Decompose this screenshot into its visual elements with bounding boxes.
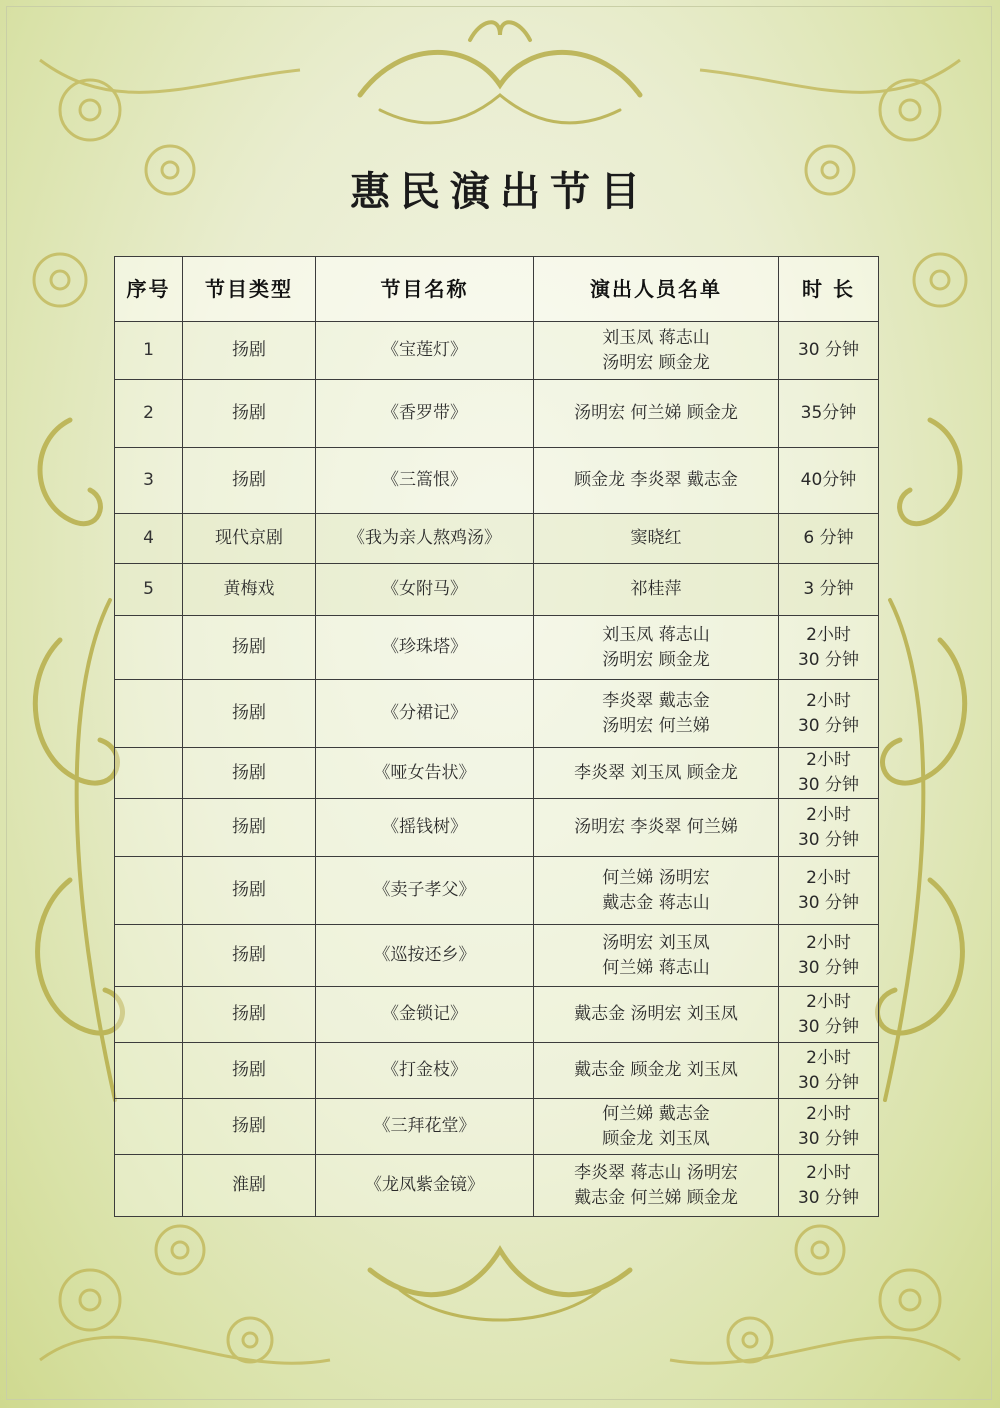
cell-duration — [779, 1099, 879, 1155]
cell-performers — [534, 857, 779, 925]
cell-performers — [534, 1155, 779, 1217]
duration-line: 30 分钟 — [797, 1072, 860, 1093]
cell-type: 扬剧 — [183, 616, 316, 680]
performer-line: 何兰娣 汤明宏 — [602, 867, 710, 888]
duration-line: 2小时 — [806, 991, 851, 1012]
cell-type: 扬剧 — [183, 448, 316, 514]
table-row — [115, 322, 879, 380]
performer-line: 何兰娣 戴志金 — [602, 1103, 710, 1124]
header-duration: 时 长 — [779, 257, 879, 322]
cell-type: 扬剧 — [183, 1099, 316, 1155]
duration-line: 30 分钟 — [797, 1187, 860, 1208]
performer-line: 祁桂萍 — [630, 579, 682, 599]
cell-duration — [779, 680, 879, 748]
cell-index: 1 — [115, 322, 183, 380]
duration-line: 2小时 — [806, 804, 851, 825]
cell-performers — [534, 380, 779, 448]
cell-type: 黄梅戏 — [183, 564, 316, 616]
cell-duration — [779, 1043, 879, 1099]
cell-index: 5 — [115, 564, 183, 616]
cell-name: 《珍珠塔》 — [316, 616, 534, 680]
cell-name: 《金锁记》 — [316, 987, 534, 1043]
cell-index — [115, 925, 183, 987]
cell-name: 《香罗带》 — [316, 380, 534, 448]
duration-line: 30 分钟 — [797, 1128, 860, 1149]
cell-type: 扬剧 — [183, 987, 316, 1043]
duration-line: 30 分钟 — [797, 1016, 860, 1037]
cell-index — [115, 748, 183, 799]
duration-line: 30 分钟 — [797, 649, 860, 670]
cell-type: 扬剧 — [183, 322, 316, 380]
cell-performers — [534, 799, 779, 857]
cell-name: 《宝莲灯》 — [316, 322, 534, 380]
cell-name: 《我为亲人熬鸡汤》 — [316, 514, 534, 564]
cell-type: 扬剧 — [183, 380, 316, 448]
performer-line: 汤明宏 何兰娣 顾金龙 — [574, 403, 738, 423]
table-row — [115, 857, 879, 925]
duration-line: 30 分钟 — [797, 892, 860, 913]
cell-duration — [779, 925, 879, 987]
cell-performers — [534, 925, 779, 987]
cell-name: 《打金枝》 — [316, 1043, 534, 1099]
cell-index — [115, 616, 183, 680]
performer-line: 何兰娣 蒋志山 — [602, 957, 710, 978]
table-row — [115, 987, 879, 1043]
program-table — [114, 256, 879, 1217]
cell-duration — [779, 564, 879, 616]
cell-duration — [779, 987, 879, 1043]
cell-duration — [779, 1155, 879, 1217]
performer-line: 汤明宏 顾金龙 — [602, 352, 710, 373]
cell-type: 扬剧 — [183, 857, 316, 925]
duration-line: 30 分钟 — [797, 829, 860, 850]
cell-name: 《哑女告状》 — [316, 748, 534, 799]
duration-line: 6 分钟 — [803, 528, 854, 548]
table-header-row — [115, 257, 879, 322]
table-row — [115, 514, 879, 564]
performer-line: 李炎翠 戴志金 — [602, 690, 710, 711]
performer-line: 李炎翠 蒋志山 汤明宏 — [574, 1162, 738, 1183]
cell-index — [115, 1099, 183, 1155]
cell-type: 扬剧 — [183, 1043, 316, 1099]
performer-line: 刘玉凤 蒋志山 — [602, 327, 710, 348]
performer-line: 戴志金 顾金龙 刘玉凤 — [574, 1060, 738, 1080]
duration-line: 2小时 — [806, 624, 851, 645]
cell-index — [115, 680, 183, 748]
performer-line: 汤明宏 何兰娣 — [602, 715, 710, 736]
cell-index — [115, 1155, 183, 1217]
table-row — [115, 564, 879, 616]
table-row — [115, 748, 879, 799]
cell-duration — [779, 616, 879, 680]
cell-performers — [534, 1099, 779, 1155]
duration-line: 2小时 — [806, 1047, 851, 1068]
cell-type: 淮剧 — [183, 1155, 316, 1217]
table-row — [115, 1155, 879, 1217]
header-index: 序号 — [115, 257, 183, 322]
header-name: 节目名称 — [316, 257, 534, 322]
table-row — [115, 799, 879, 857]
performer-line: 戴志金 汤明宏 刘玉凤 — [574, 1004, 738, 1024]
cell-index — [115, 1043, 183, 1099]
header-type: 节目类型 — [183, 257, 316, 322]
cell-name: 《巡按还乡》 — [316, 925, 534, 987]
cell-performers — [534, 748, 779, 799]
cell-duration — [779, 380, 879, 448]
cell-name: 《摇钱树》 — [316, 799, 534, 857]
cell-duration — [779, 448, 879, 514]
cell-name: 《三篙恨》 — [316, 448, 534, 514]
performer-line: 戴志金 蒋志山 — [602, 892, 710, 913]
table-row — [115, 616, 879, 680]
cell-type: 扬剧 — [183, 748, 316, 799]
performer-line: 戴志金 何兰娣 顾金龙 — [574, 1187, 738, 1208]
cell-performers — [534, 514, 779, 564]
cell-performers — [534, 1043, 779, 1099]
duration-line: 2小时 — [806, 867, 851, 888]
table-row — [115, 925, 879, 987]
duration-line: 30 分钟 — [797, 715, 860, 736]
table-row — [115, 448, 879, 514]
cell-name: 《三拜花堂》 — [316, 1099, 534, 1155]
cell-name: 《卖子孝父》 — [316, 857, 534, 925]
page-title: 惠民演出节目 — [350, 168, 650, 215]
cell-name: 《分裙记》 — [316, 680, 534, 748]
cell-duration — [779, 799, 879, 857]
duration-line: 2小时 — [806, 1162, 851, 1183]
cell-duration — [779, 857, 879, 925]
duration-line: 3 分钟 — [803, 579, 854, 599]
table-row — [115, 1099, 879, 1155]
performer-line: 刘玉凤 蒋志山 — [602, 624, 710, 645]
table-row — [115, 680, 879, 748]
duration-line: 2小时 — [806, 932, 851, 953]
cell-index — [115, 857, 183, 925]
table-row — [115, 380, 879, 448]
duration-line: 2小时 — [806, 1103, 851, 1124]
cell-performers — [534, 680, 779, 748]
duration-line: 35分钟 — [800, 403, 857, 423]
cell-duration — [779, 322, 879, 380]
cell-type: 扬剧 — [183, 925, 316, 987]
cell-index: 3 — [115, 448, 183, 514]
duration-line: 40分钟 — [800, 470, 857, 490]
duration-line: 30 分钟 — [797, 957, 860, 978]
cell-type: 现代京剧 — [183, 514, 316, 564]
duration-line: 30 分钟 — [797, 775, 860, 795]
table-row — [115, 1043, 879, 1099]
cell-performers — [534, 448, 779, 514]
cell-index — [115, 799, 183, 857]
cell-duration — [779, 748, 879, 799]
cell-type: 扬剧 — [183, 680, 316, 748]
cell-name: 《龙凤紫金镜》 — [316, 1155, 534, 1217]
cell-performers — [534, 616, 779, 680]
performer-line: 汤明宏 李炎翠 何兰娣 — [574, 817, 738, 837]
duration-line: 2小时 — [806, 750, 851, 770]
cell-name: 《女附马》 — [316, 564, 534, 616]
duration-line: 30 分钟 — [797, 340, 860, 360]
cell-performers — [534, 564, 779, 616]
performer-line: 窦晓红 — [630, 528, 682, 548]
cell-index: 4 — [115, 514, 183, 564]
cell-performers — [534, 322, 779, 380]
header-performers: 演出人员名单 — [534, 257, 779, 322]
cell-performers — [534, 987, 779, 1043]
performer-line: 汤明宏 顾金龙 — [602, 649, 710, 670]
performer-line: 汤明宏 刘玉凤 — [602, 932, 710, 953]
performer-line: 李炎翠 刘玉凤 顾金龙 — [574, 762, 738, 783]
cell-index: 2 — [115, 380, 183, 448]
performer-line: 顾金龙 刘玉凤 — [602, 1128, 710, 1149]
performer-line: 顾金龙 李炎翠 戴志金 — [574, 470, 738, 490]
cell-type: 扬剧 — [183, 799, 316, 857]
duration-line: 2小时 — [806, 690, 851, 711]
cell-index — [115, 987, 183, 1043]
cell-duration — [779, 514, 879, 564]
